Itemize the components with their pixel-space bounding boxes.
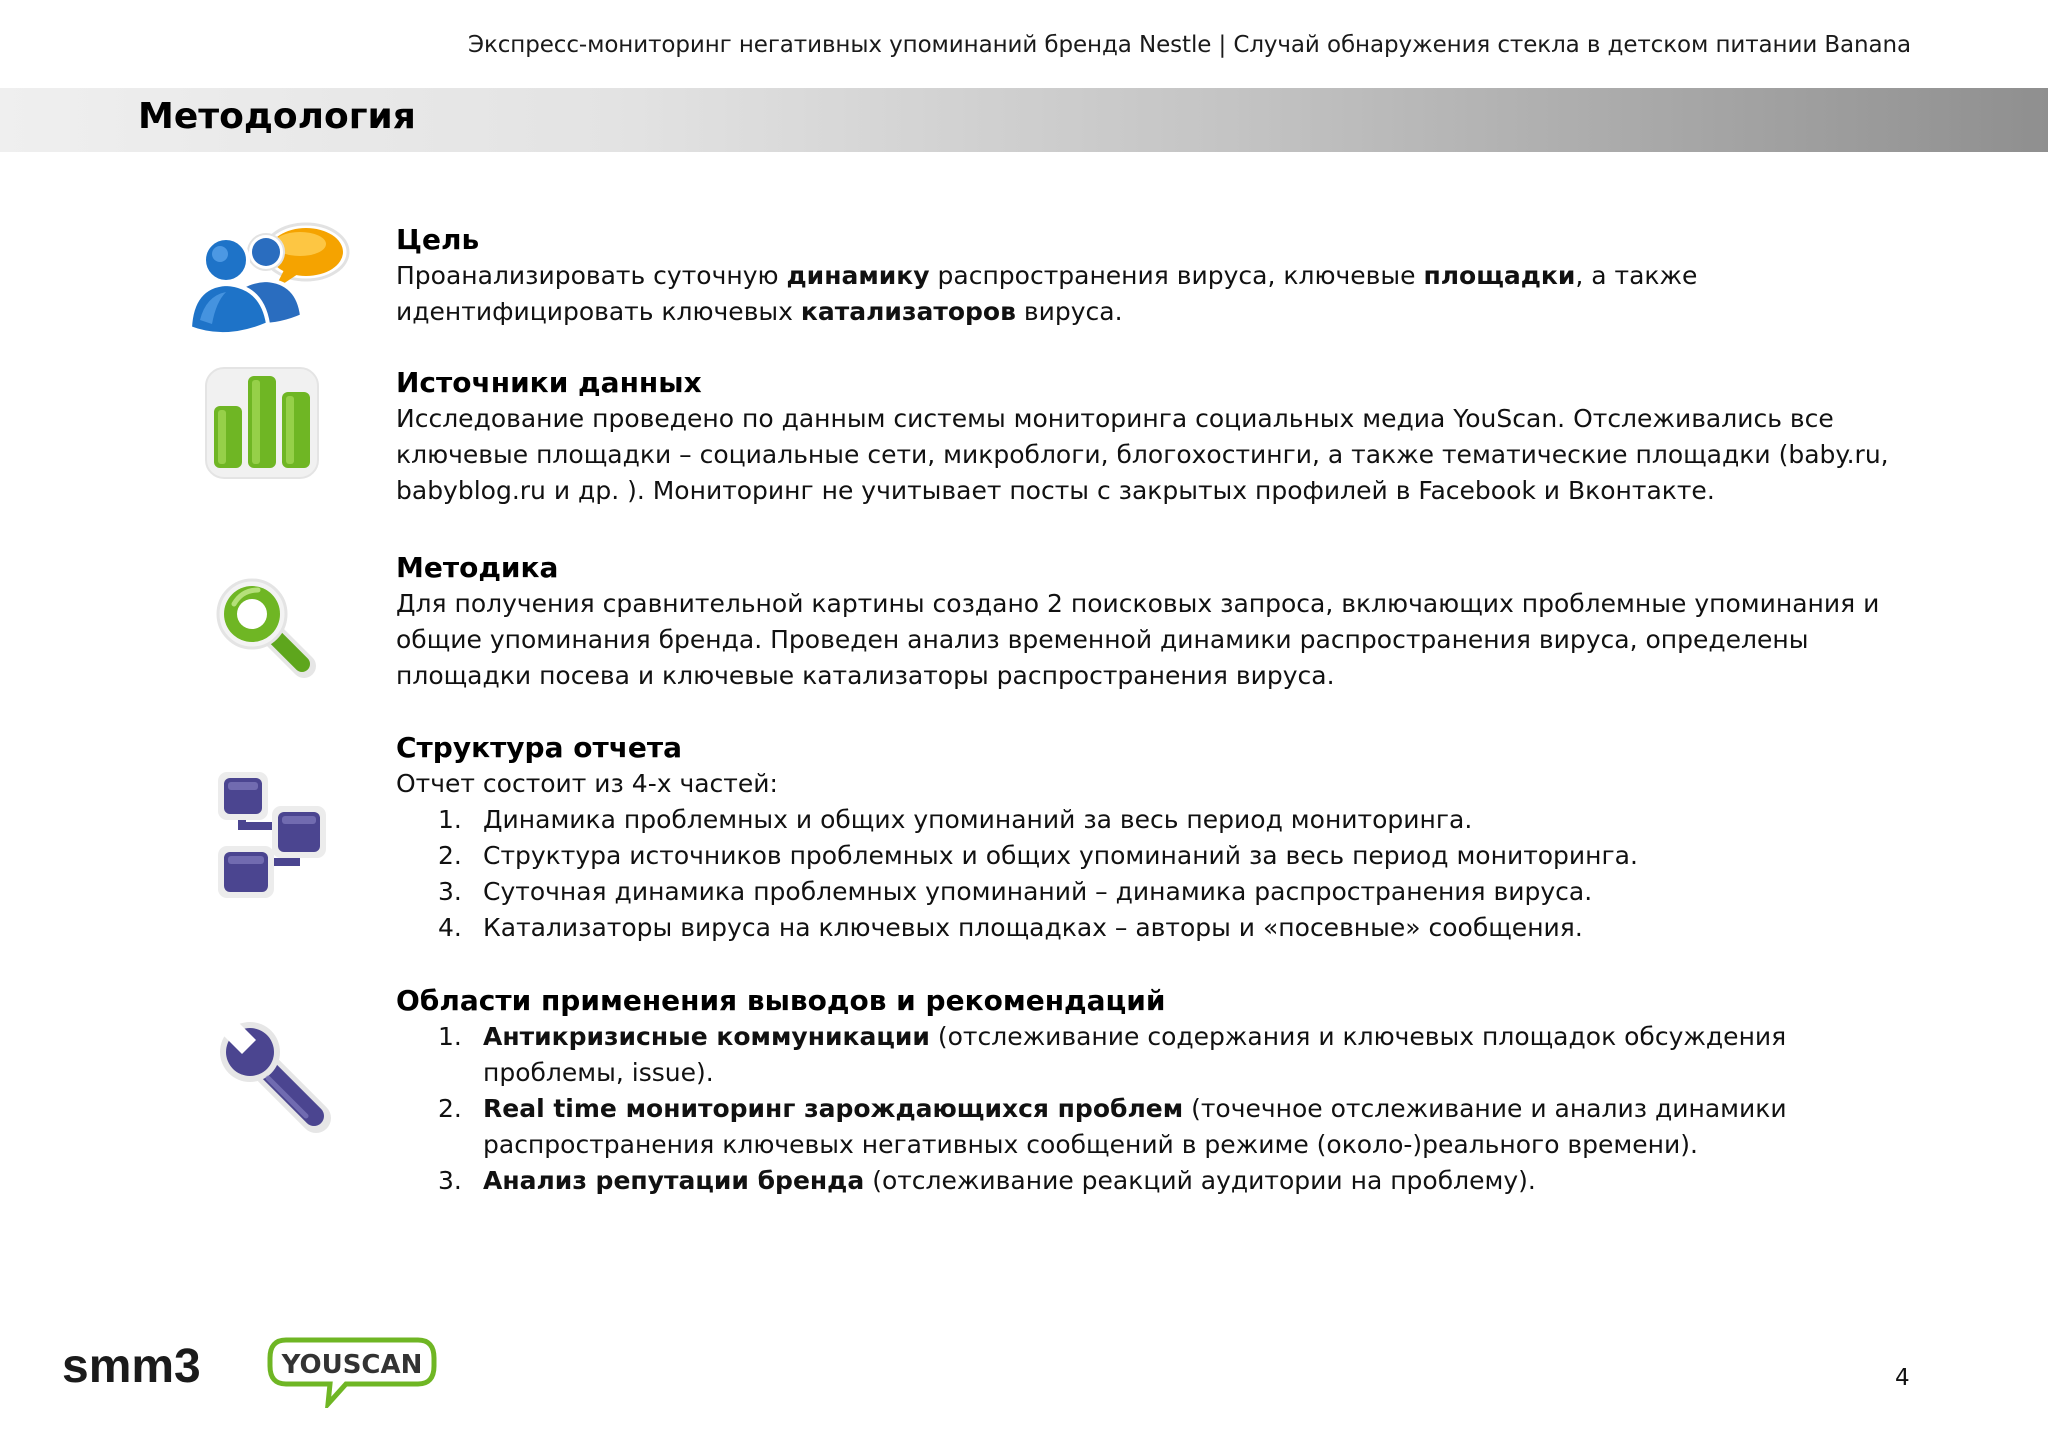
section-title: Области применения выводов и рекомендаций: [396, 984, 1166, 1017]
list-item: 2. Real time мониторинг зарождающихся проблем (точечное отслеживание и анализ динамики распространения ключевых негативных сообщений в режиме (около-)реального времени).: [438, 1094, 1787, 1159]
list-item: 4. Катализаторы вируса на ключевых площадках – авторы и «посевные» сообщения.: [438, 913, 1583, 942]
wrench-icon: [216, 1018, 334, 1136]
applications-list: [396, 1019, 1916, 1199]
section-title: Структура отчета: [396, 731, 683, 764]
list-item: 1. Антикризисные коммуникации (отслеживание содержания и ключевых площадок обсуждения проблемы, issue).: [438, 1022, 1787, 1087]
section-title: Методика: [396, 551, 559, 584]
section-goal: [396, 222, 1916, 330]
section-structure: [396, 730, 1916, 946]
smm3-logo: [62, 1336, 246, 1400]
list-item: 3. Суточная динамика проблемных упоминаний – динамика распространения вируса.: [438, 877, 1593, 906]
report-header-line: Экспресс-мониторинг негативных упоминаний бренда Nestle | Случай обнаружения стекла в детском питании Banana: [468, 32, 1911, 58]
svg-text:smm3: smm3: [62, 1340, 201, 1393]
section-text: Для получения сравнительной картины создано 2 поисковых запроса, включающих проблемные упоминания и общие упоминания бренда. Проведен анализ временной динамики распространения вируса, определены площадки посева и ключевые катализаторы распространения вируса.: [396, 589, 1880, 690]
section-text: Исследование проведено по данным системы мониторинга социальных медиа YouScan. Отслеживались все ключевые площадки – социальные сети, микроблоги, блогохостинги, а также тематические площадки (baby.ru, babyblog.ru и др. ). Мониторинг не учитывает посты с закрытых профилей в Facebook и Вконтакте.: [396, 404, 1889, 505]
flowchart-icon: [216, 770, 330, 900]
section-title: Источники данных: [396, 366, 702, 399]
bar-chart-icon: [204, 366, 320, 480]
section-method: [396, 550, 1916, 694]
section-sources: [396, 365, 1916, 509]
list-item: 2. Структура источников проблемных и общих упоминаний за весь период мониторинга.: [438, 841, 1638, 870]
section-title: Цель: [396, 223, 480, 256]
youscan-logo: [266, 1336, 438, 1408]
section-text: Проанализировать суточную динамику распространения вируса, ключевые площадки, а также идентифицировать ключевых катализаторов вируса.: [396, 261, 1698, 326]
section-intro: Отчет состоит из 4-х частей:: [396, 769, 778, 798]
users-chat-icon: [186, 220, 362, 338]
section-applications: [396, 983, 1916, 1199]
page-title: Методология: [138, 96, 416, 137]
list-item: 3. Анализ репутации бренда (отслеживание реакций аудитории на проблему).: [438, 1166, 1536, 1195]
magnifier-icon: [214, 576, 318, 678]
svg-text:YOUSCAN: YOUSCAN: [281, 1350, 423, 1380]
list-item: 1. Динамика проблемных и общих упоминаний за весь период мониторинга.: [438, 805, 1473, 834]
page-number: 4: [1895, 1365, 1910, 1391]
structure-list: [396, 802, 1916, 946]
